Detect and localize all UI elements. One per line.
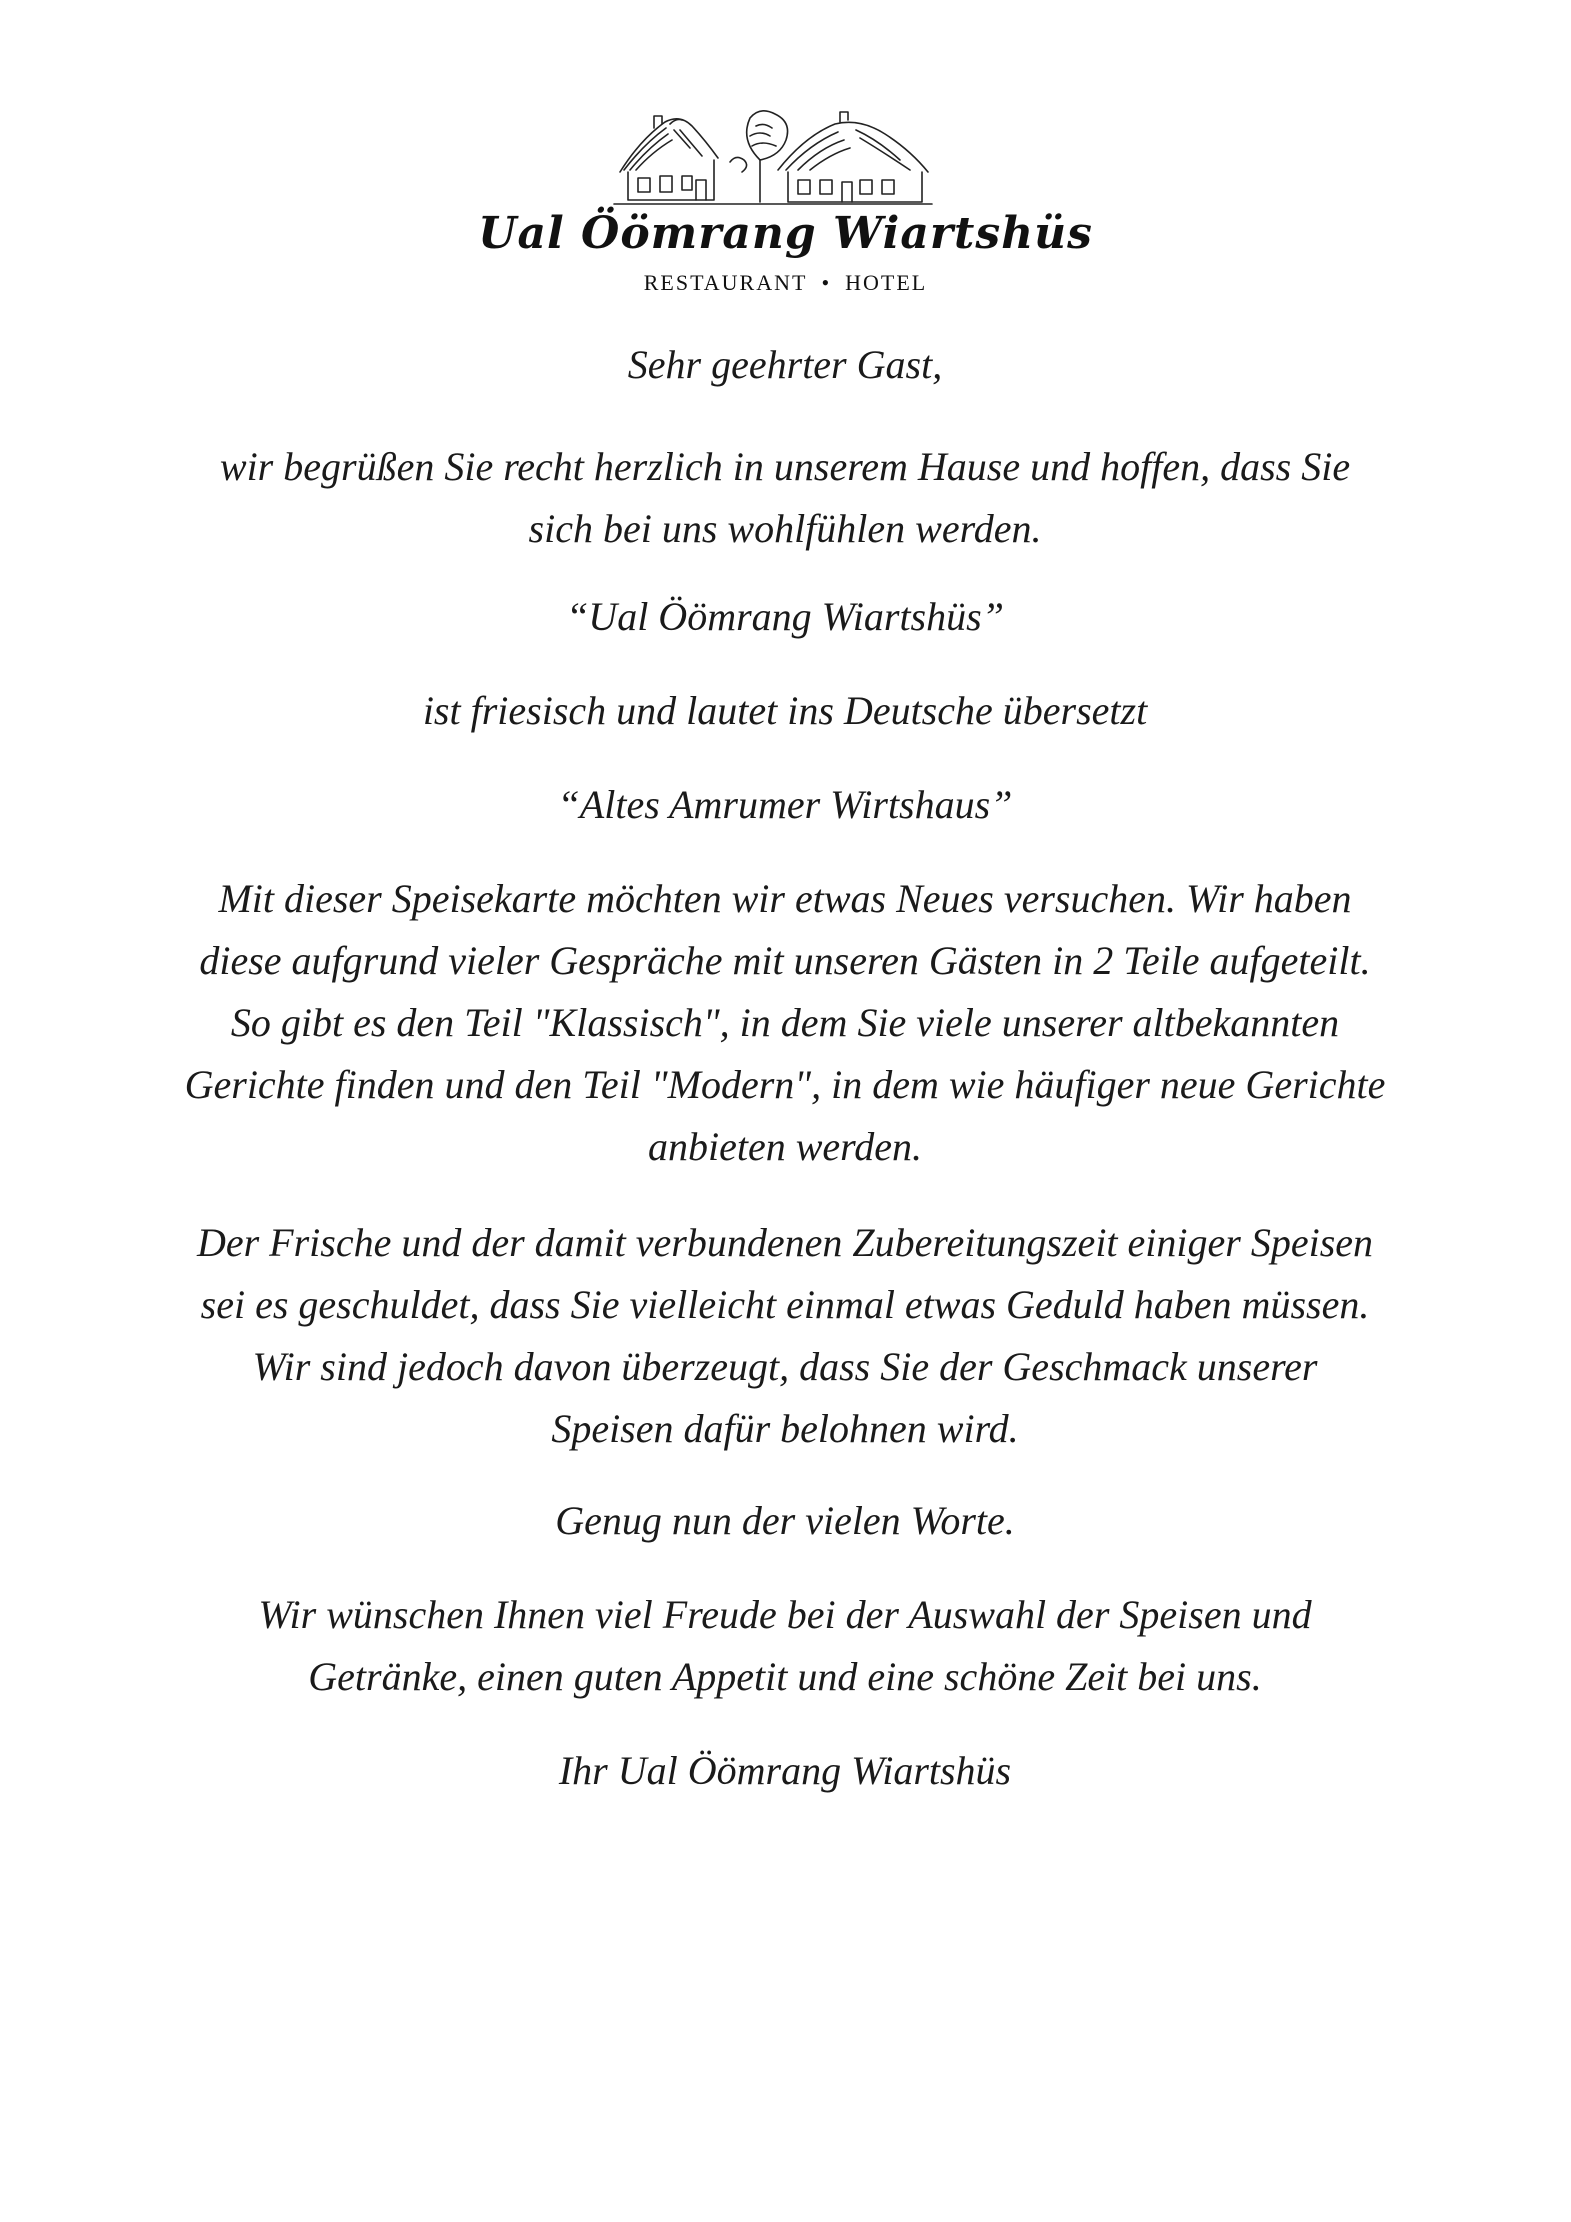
menu-line: Gerichte finden und den Teil "Modern", in dem wie häufiger neue Gerichte (184, 1062, 1386, 1107)
menu-line: diese aufgrund vieler Gespräche mit unseren Gästen in 2 Teile aufgeteilt. (199, 938, 1371, 983)
signature-line: Ihr Ual Öömrang Wiartshüs (558, 1748, 1012, 1793)
frisian-note (150, 680, 1420, 742)
frisian-name-line: “Ual Öömrang Wiartshüs” (566, 594, 1004, 639)
freshness-line: Wir sind jedoch davon überzeugt, dass Sie der Geschmack unserer (252, 1344, 1318, 1389)
subtitle-restaurant: RESTAURANT (643, 270, 808, 295)
wishes-paragraph (150, 1584, 1420, 1708)
menu-paragraph (150, 868, 1420, 1178)
signature (150, 1740, 1420, 1802)
menu-line: Mit dieser Speisekarte möchten wir etwas Neues versuchen. Wir haben (218, 876, 1352, 921)
freshness-line: Speisen dafür belohnen wird. (551, 1406, 1019, 1451)
german-translation (150, 774, 1420, 836)
freshness-line: Der Frische und der damit verbundenen Zubereitungszeit einiger Speisen (196, 1220, 1374, 1265)
subtitle-hotel: HOTEL (845, 270, 928, 295)
frisian-note-line: ist friesisch und lautet ins Deutsche übersetzt (422, 688, 1148, 733)
wishes-line: Wir wünschen Ihnen viel Freude bei der Auswahl der Speisen und (258, 1592, 1312, 1637)
translation-line: “Altes Amrumer Wirtshaus” (557, 782, 1013, 827)
welcome-line: sich bei uns wohlfühlen werden. (528, 506, 1042, 551)
subtitle-separator: • (821, 270, 832, 295)
restaurant-name-logotype: Ual Öömrang Wiartshüs (478, 208, 1093, 259)
frisian-name-quote (150, 586, 1420, 648)
menu-line: So gibt es den Teil "Klassisch", in dem Sie viele unserer altbekannten (230, 1000, 1340, 1045)
welcome-paragraph (150, 436, 1420, 560)
greeting (150, 334, 1420, 396)
freshness-line: sei es geschuldet, dass Sie vielleicht einmal etwas Geduld haben müssen. (200, 1282, 1370, 1327)
closing-remark (150, 1490, 1420, 1552)
closing-remark-line: Genug nun der vielen Worte. (555, 1498, 1015, 1543)
restaurant-hotel-subtitle (0, 270, 1571, 296)
freshness-paragraph (150, 1212, 1420, 1460)
welcome-line: wir begrüßen Sie recht herzlich in unserem Hause und hoffen, dass Sie (219, 444, 1351, 489)
greeting-line: Sehr geehrter Gast, (627, 342, 943, 387)
thatched-house-logo-icon (610, 100, 935, 210)
wishes-line: Getränke, einen guten Appetit und eine schöne Zeit bei uns. (308, 1654, 1262, 1699)
menu-line: anbieten werden. (647, 1124, 922, 1169)
